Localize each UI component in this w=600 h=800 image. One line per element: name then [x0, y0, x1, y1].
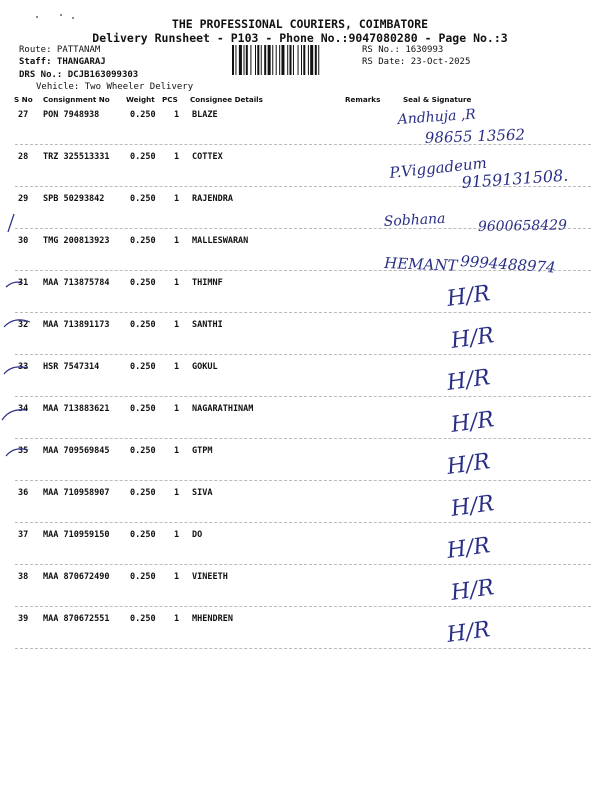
row-consignment-no: PON 7948938	[43, 110, 100, 120]
signature-phone: 9600658429	[477, 217, 568, 235]
table-row	[0, 152, 600, 194]
row-consignee: GTPM	[192, 446, 213, 456]
row-consignment-no: SPB 50293842	[43, 194, 105, 204]
row-consignee: MHENDREN	[192, 614, 233, 624]
table-row	[0, 446, 600, 488]
barcode-bar	[235, 45, 236, 75]
row-consignee: NAGARATHINAM	[192, 404, 254, 414]
signature-name: Andhuja ,R	[397, 106, 477, 128]
row-weight: 0.250	[130, 488, 156, 498]
signature-name: P.Viggadeum	[388, 153, 488, 182]
signature-phone: 9994488974	[459, 252, 557, 277]
signature-hr-mark: H/R	[449, 407, 496, 438]
row-consignment-no: MAA 713883621	[43, 404, 110, 414]
signature-hr-mark: H/R	[449, 323, 496, 354]
barcode-bar	[257, 45, 259, 75]
col-header-sno: S No	[14, 95, 33, 104]
signature-name: HEMANT	[383, 254, 458, 275]
row-consignment-no: MAA 870672551	[43, 614, 110, 624]
barcode-bar	[232, 45, 234, 75]
row-consignee: RAJENDRA	[192, 194, 233, 204]
row-weight: 0.250	[130, 194, 156, 204]
row-divider	[15, 186, 591, 187]
signature-name: Sobhana	[383, 210, 446, 230]
row-pcs: 1	[174, 530, 180, 540]
row-consignee: MALLESWARAN	[192, 236, 249, 246]
row-consignment-no: TRZ 325513331	[43, 152, 110, 162]
rs-number: RS No.: 1630993	[362, 45, 444, 55]
row-sno: 39	[18, 614, 29, 624]
runsheet-subtitle: Delivery Runsheet - P103 - Phone No.:9047080280 - Page No.:3	[92, 31, 508, 45]
row-consignment-no: MAA 710959150	[43, 530, 110, 540]
barcode-bar	[272, 45, 273, 75]
row-weight: 0.250	[130, 152, 156, 162]
row-consignment-no: MAA 710958907	[43, 488, 110, 498]
row-pcs: 1	[174, 320, 180, 330]
barcode-bar	[315, 45, 317, 75]
row-consignee: THIMNF	[192, 278, 223, 288]
row-weight: 0.250	[130, 530, 156, 540]
barcode-bar	[310, 45, 313, 75]
row-weight: 0.250	[130, 278, 156, 288]
barcode-bar	[264, 45, 266, 75]
table-row	[0, 278, 600, 320]
col-header-weight: Weight	[126, 95, 155, 104]
row-weight: 0.250	[130, 614, 156, 624]
row-weight: 0.250	[130, 362, 156, 372]
row-pcs: 1	[174, 278, 180, 288]
barcode-bar	[281, 45, 284, 75]
col-header-remarks: Remarks	[345, 95, 381, 104]
table-row	[0, 572, 600, 614]
table-row	[0, 110, 600, 152]
row-sno: 27	[18, 110, 29, 120]
row-divider	[15, 396, 591, 397]
barcode-bar	[244, 45, 245, 75]
row-sno: 35	[18, 446, 29, 456]
row-sno: 30	[18, 236, 29, 246]
barcode-bar	[279, 45, 280, 75]
row-consignee: SIVA	[192, 488, 213, 498]
barcode-bar	[303, 45, 305, 75]
table-row	[0, 236, 600, 278]
vehicle-label: Vehicle: Two Wheeler Delivery	[36, 82, 194, 92]
drs-label: DRS No.: DCJB163099303	[19, 70, 139, 80]
staff-label: Staff: THANGARAJ	[19, 57, 106, 67]
scan-speck	[60, 14, 62, 16]
row-divider	[15, 606, 591, 607]
row-consignment-no: MAA 713875784	[43, 278, 110, 288]
row-weight: 0.250	[130, 110, 156, 120]
row-consignee: SANTHI	[192, 320, 223, 330]
table-row	[0, 488, 600, 530]
row-divider	[15, 648, 591, 649]
row-pcs: 1	[174, 194, 180, 204]
signature-phone: 98655 13562	[424, 125, 526, 147]
row-pcs: 1	[174, 446, 180, 456]
row-sno: 33	[18, 362, 29, 372]
row-weight: 0.250	[130, 446, 156, 456]
table-row	[0, 404, 600, 446]
signature-hr-mark: H/R	[445, 533, 492, 564]
row-consignee: BLAZE	[192, 110, 218, 120]
signature-phone: 9159131508.	[460, 165, 569, 192]
barcode-bar	[276, 45, 277, 75]
row-divider	[15, 312, 591, 313]
signature-hr-mark: H/R	[445, 449, 492, 480]
row-divider	[15, 438, 591, 439]
barcode-bar	[318, 45, 319, 75]
row-sno: 28	[18, 152, 29, 162]
rs-date: RS Date: 23-Oct-2025	[362, 57, 471, 67]
barcode-bar	[308, 45, 309, 75]
row-weight: 0.250	[130, 404, 156, 414]
barcode-image	[232, 45, 356, 75]
col-header-seal-signature: Seal & Signature	[403, 95, 472, 104]
col-header-consignment: Consignment No	[43, 95, 110, 104]
barcode-bar	[290, 45, 292, 75]
row-pcs: 1	[174, 110, 180, 120]
row-weight: 0.250	[130, 320, 156, 330]
row-consignment-no: HSR 7547314	[43, 362, 100, 372]
barcode-bar	[239, 45, 242, 75]
col-header-pcs: PCS	[162, 95, 178, 104]
table-row	[0, 530, 600, 572]
row-consignee: DO	[192, 530, 203, 540]
row-divider	[15, 270, 591, 271]
barcode-bar	[246, 45, 248, 75]
row-consignment-no: MAA 713891173	[43, 320, 110, 330]
row-weight: 0.250	[130, 572, 156, 582]
barcode-bar	[301, 45, 302, 75]
row-pcs: 1	[174, 404, 180, 414]
row-pcs: 1	[174, 614, 180, 624]
barcode-bar	[287, 45, 288, 75]
barcode-bar	[268, 45, 271, 75]
row-pcs: 1	[174, 362, 180, 372]
row-consignment-no: TMG 200813923	[43, 236, 110, 246]
signature-hr-mark: H/R	[445, 281, 492, 312]
signature-hr-mark: H/R	[449, 575, 496, 606]
barcode-bar	[298, 45, 299, 75]
row-divider	[15, 522, 591, 523]
row-sno: 38	[18, 572, 29, 582]
signature-hr-mark: H/R	[449, 491, 496, 522]
row-sno: 31	[18, 278, 29, 288]
table-row	[0, 362, 600, 404]
row-weight: 0.250	[130, 236, 156, 246]
row-consignee: GOKUL	[192, 362, 218, 372]
row-pcs: 1	[174, 236, 180, 246]
barcode-bar	[255, 45, 256, 75]
row-consignment-no: MAA 870672490	[43, 572, 110, 582]
row-divider	[15, 564, 591, 565]
table-row	[0, 320, 600, 362]
row-sno: 32	[18, 320, 29, 330]
row-divider	[15, 228, 591, 229]
barcode-bar	[293, 45, 294, 75]
barcode-bar	[261, 45, 262, 75]
company-title: THE PROFESSIONAL COURIERS, COIMBATORE	[171, 17, 429, 31]
table-row	[0, 194, 600, 236]
route-label: Route: PATTANAM	[19, 45, 101, 55]
row-divider	[15, 354, 591, 355]
col-header-consignee: Consignee Details	[190, 95, 263, 104]
row-divider	[15, 480, 591, 481]
row-divider	[15, 144, 591, 145]
row-sno: 37	[18, 530, 29, 540]
row-sno: 34	[18, 404, 29, 414]
row-consignment-no: MAA 709569845	[43, 446, 110, 456]
row-consignee: VINEETH	[192, 572, 228, 582]
barcode-bar	[250, 45, 251, 75]
signature-hr-mark: H/R	[445, 365, 492, 396]
row-pcs: 1	[174, 152, 180, 162]
row-sno: 29	[18, 194, 29, 204]
table-row	[0, 614, 600, 656]
row-pcs: 1	[174, 572, 180, 582]
row-consignee: COTTEX	[192, 152, 223, 162]
row-pcs: 1	[174, 488, 180, 498]
row-sno: 36	[18, 488, 29, 498]
signature-hr-mark: H/R	[445, 617, 492, 648]
